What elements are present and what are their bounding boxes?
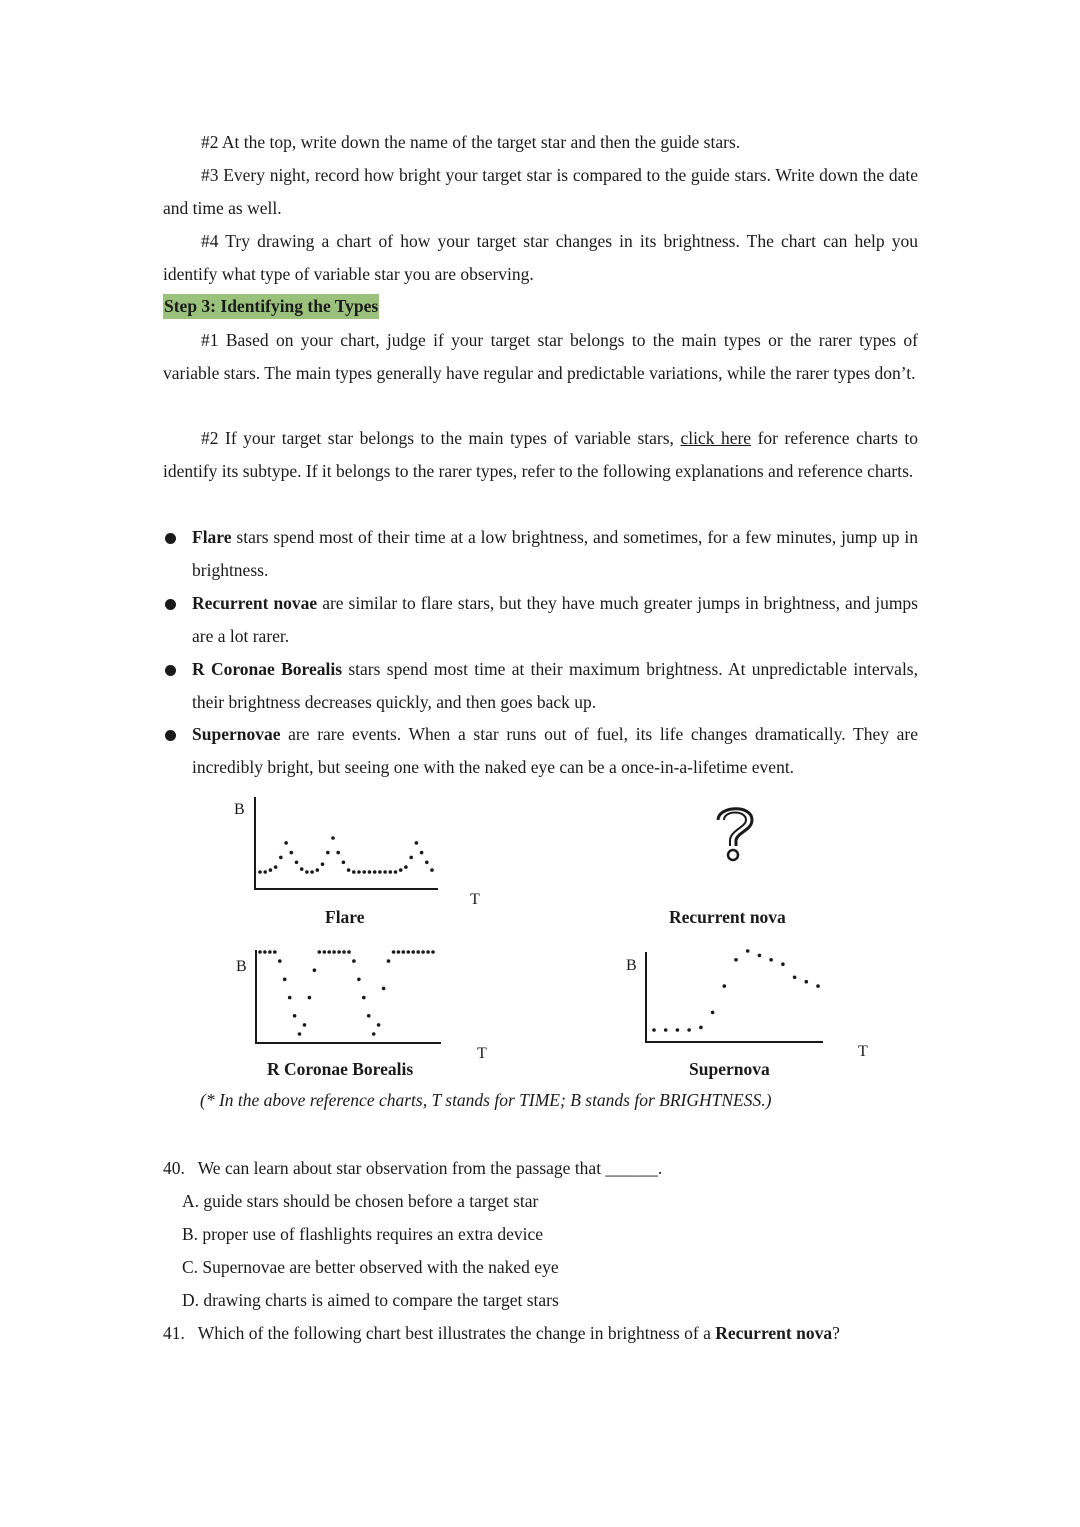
data-point [421,950,425,954]
data-point [409,856,413,860]
data-point [305,870,309,874]
bullet-term: Supernovae [192,724,281,744]
data-point [415,841,419,845]
data-point [295,861,299,865]
step3-p2-before: #2 If your target star belongs to the main types of variable stars, [201,428,681,448]
click-here-link[interactable]: click here [680,428,752,448]
bullet-desc: stars spend most of their time at a low brightness, and sometimes, for a few minutes, jump up in brightness. [192,527,918,580]
data-point [805,980,809,984]
data-point [357,978,361,982]
data-point [377,1023,381,1027]
data-point [362,870,366,874]
data-point [308,996,312,1000]
option-c[interactable]: C. Supernovae are better observed with the naked eye [182,1257,559,1277]
data-point [258,870,262,874]
question-stem: Which of the following chart best illustrates the change in brightness of a [197,1323,716,1343]
supernova-chart [645,949,823,1042]
data-point [402,950,406,954]
bullet-term: R Coronae Borealis [192,659,343,679]
data-point [327,950,331,954]
recurrent-nova-caption: Recurrent nova [669,907,786,927]
data-point [263,870,267,874]
data-point [389,870,393,874]
data-point [268,950,272,954]
supernova-axis-b: B [626,957,637,974]
data-point [734,958,738,962]
data-point [274,865,278,869]
paragraph-3: #3 Every night, record how bright your target star is compared to the guide stars. Write down the date and time as well. [163,165,918,218]
data-point [411,950,415,954]
data-point [283,978,287,982]
data-point [337,950,341,954]
question-number: 40. [163,1158,185,1178]
data-point [326,851,330,855]
data-point [323,950,327,954]
data-point [352,870,356,874]
data-point [368,870,372,874]
data-point [426,950,430,954]
data-point [352,959,356,963]
question-stem-end: ? [832,1323,840,1343]
step3-p2-after: for reference charts to identify its subtype. If it belongs to the rarer types, refer to the following explanations and reference charts. [163,428,918,481]
data-point [273,950,277,954]
data-point [372,1032,376,1036]
rcb-axis-t: T [477,1045,487,1062]
data-point [407,950,411,954]
data-point [383,870,387,874]
rcb-points [258,950,435,1036]
flare-points [258,836,434,874]
flare-chart [254,797,438,889]
data-point [313,968,317,972]
paragraph-2: #2 At the top, write down the name of the target star and then the guide stars. [201,132,741,152]
option-d[interactable]: D. drawing charts is aimed to compare the target stars [182,1290,559,1310]
data-point [420,851,424,855]
chart-note-text: (* In the above reference charts, T stands for TIME; B stands for BRIGHTNESS.) [200,1090,772,1110]
data-point [416,950,420,954]
flare-axis-t: T [470,891,480,908]
question-41 [163,1317,840,1350]
data-point [746,949,750,953]
data-point [336,851,340,855]
data-point [342,861,346,865]
data-point [347,950,351,954]
data-point [769,958,773,962]
data-point [284,841,288,845]
option-b[interactable]: B. proper use of flashlights requires an extra device [182,1224,544,1244]
data-point [382,987,386,991]
data-point [430,868,434,872]
data-point [699,1026,703,1030]
data-point [399,868,403,872]
data-point [310,870,314,874]
data-point [316,868,320,872]
bullet-term: Flare [192,527,232,547]
question-stem: We can learn about star observation from the passage that ______. [197,1158,663,1178]
paragraph-4: #4 Try drawing a chart of how your target star changes in its brightness. The chart can help you identify what type of variable star you are observing. [163,231,918,284]
data-point [676,1028,680,1032]
data-point [293,1014,297,1018]
data-point [392,950,396,954]
question-mark-icon [710,800,760,866]
data-point [431,950,435,954]
bullet-desc: are rare events. When a star runs out of fuel, its life changes dramatically. They are incredibly bright, but seeing one with the naked eye can be a once-in-a-lifetime event. [192,724,918,777]
data-point [378,870,382,874]
data-point [303,1023,307,1027]
data-point [816,984,820,988]
bullet-desc: are similar to flare stars, but they have much greater jumps in brightness, and jumps are a lot rarer. [192,593,918,646]
data-point [331,836,335,840]
rcb-chart [255,950,441,1043]
chart-note [200,1090,771,1111]
supernova-axis-t: T [858,1043,868,1060]
data-point [394,870,398,874]
data-point [347,868,351,872]
data-point [357,870,361,874]
rcb-axis-b: B [236,958,247,975]
data-point [367,1014,371,1018]
supernova-caption: Supernova [689,1059,770,1079]
bullet-term: Recurrent novae [192,593,318,613]
data-point [342,950,346,954]
data-point [278,959,282,963]
question-40 [163,1152,662,1185]
supernova-points [652,949,820,1032]
data-point [298,1032,302,1036]
data-point [758,954,762,958]
data-point [781,962,785,966]
data-point [404,865,408,869]
step-3-heading: Step 3: Identifying the Types [163,294,379,319]
data-point [258,950,262,954]
step3-paragraph-1: #1 Based on your chart, judge if your target star belongs to the main types or the rarer types of variable stars. The main types generally have regular and predictable variations, while the rarer types don’t. [163,330,918,383]
data-point [321,862,325,866]
data-point [711,1011,715,1015]
data-point [300,867,304,871]
data-point [387,959,391,963]
data-point [652,1028,656,1032]
data-point [332,950,336,954]
data-point [318,950,322,954]
data-point [687,1028,691,1032]
data-point [263,950,267,954]
flare-caption: Flare [325,907,365,927]
data-point [362,996,366,1000]
data-point [425,861,429,865]
question-number: 41. [163,1323,185,1343]
data-point [279,856,283,860]
data-point [793,976,797,980]
option-a[interactable]: A. guide stars should be chosen before a target star [182,1191,539,1211]
data-point [723,984,727,988]
data-point [664,1028,668,1032]
bullet-desc: stars spend most time at their maximum brightness. At unpredictable intervals, their brightness decreases quickly, and then goes back up. [192,659,918,712]
data-point [269,868,273,872]
data-point [290,851,294,855]
rcb-caption: R Coronae Borealis [267,1059,414,1079]
flare-axis-b: B [234,801,245,818]
data-point [373,870,377,874]
data-point [397,950,401,954]
data-point [288,996,292,1000]
question-stem-bold: Recurrent nova [715,1323,833,1343]
